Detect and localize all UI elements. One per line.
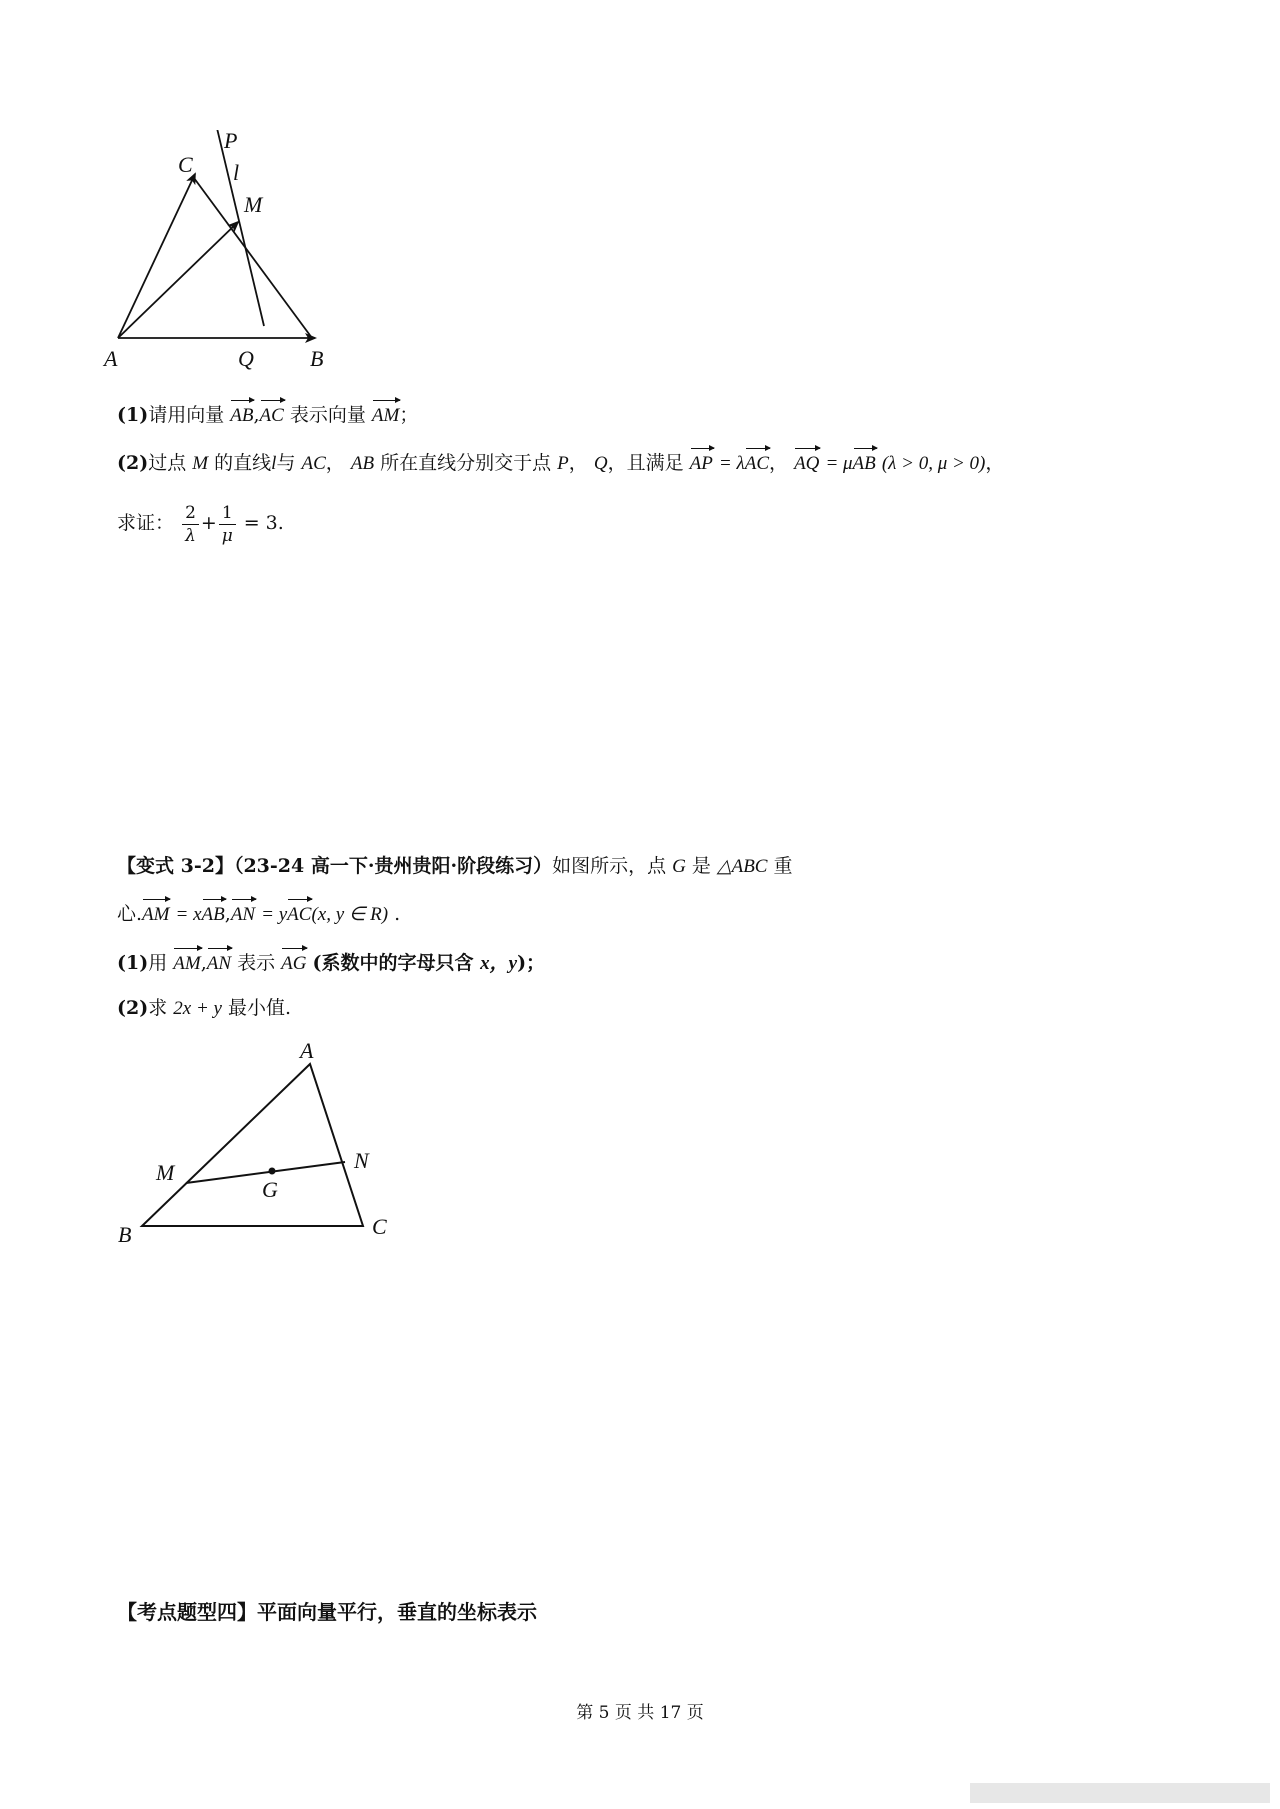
variant-part-1: (1)用 AM,AN 表示 AG (系数中的字母只含 x，y)；	[117, 946, 545, 978]
fraction-1-over-mu: $\frac{1}{\mu}$	[219, 502, 236, 547]
vector-aq: AQ	[794, 446, 819, 478]
label-a: A	[104, 346, 118, 370]
vector-ab: AB	[230, 398, 253, 430]
vector-ac: AC	[745, 446, 769, 478]
label-l: l	[233, 160, 240, 185]
line-l	[216, 130, 264, 326]
problem-part-1: (1)请用向量 AB,AC 表示向量 AM；	[117, 398, 418, 430]
prove-statement: 求证： $\frac{2}{\lambda}$ + $\frac{1}{\mu}$ = 3.	[117, 502, 284, 546]
segment-am	[118, 222, 238, 338]
triangle-abc	[142, 1064, 363, 1226]
section-heading: 【考点题型四】平面向量平行，垂直的坐标表示	[117, 1600, 537, 1624]
vector-ab: AB	[853, 446, 876, 478]
vector-ap: AP	[690, 446, 713, 478]
vector-am: AM	[372, 398, 399, 430]
vector-ac: AC	[287, 897, 311, 929]
label-g: G	[262, 1177, 278, 1202]
bottom-decoration-bar	[970, 1783, 1270, 1803]
label-m: M	[244, 192, 263, 217]
label-c: C	[372, 1214, 387, 1239]
variant-part-2: (2)求 2x + y 最小值.	[117, 997, 292, 1019]
page-footer: 第 5 页 共 17 页	[576, 1703, 704, 1723]
variant-source: （23-24 高一下·贵州贵阳·阶段练习）	[233, 855, 553, 877]
label-b: B	[118, 1222, 132, 1247]
vector-am: AM	[142, 897, 169, 929]
label-b: B	[310, 346, 324, 370]
vector-ag: AG	[281, 946, 306, 978]
segment-ac	[118, 174, 195, 338]
vector-am: AM	[173, 946, 200, 978]
variant-title: 【变式 3-2】	[117, 855, 234, 877]
label-p: P	[224, 130, 238, 153]
vector-an: AN	[207, 946, 231, 978]
label-c: C	[178, 152, 193, 177]
vector-ab: AB	[202, 897, 225, 929]
vector-ac: AC	[260, 398, 284, 430]
variant-heading: 【变式 3-2】（23-24 高一下·贵州贵阳·阶段练习）如图所示，点 G 是 △ABC 重	[117, 855, 793, 877]
label-a: A	[300, 1040, 314, 1063]
figure-2-triangle	[110, 1040, 410, 1250]
vector-an: AN	[231, 897, 255, 929]
label-m: M	[156, 1160, 175, 1185]
problem-part-2: (2)过点 M 的直线l与 AC， AB 所在直线分别交于点 P， Q，且满足 AP = λAC， AQ = μAB (λ > 0, μ > 0)，	[117, 446, 1004, 478]
fraction-2-over-lambda: $\frac{2}{\lambda}$	[182, 502, 199, 547]
variant-condition: 心.AM = xAB,AN = yAC(x, y ∈ R) .	[117, 897, 400, 929]
centroid-g	[269, 1168, 276, 1175]
label-q: Q	[238, 346, 254, 370]
figure-1-triangle	[100, 130, 400, 370]
label-n: N	[354, 1148, 369, 1173]
